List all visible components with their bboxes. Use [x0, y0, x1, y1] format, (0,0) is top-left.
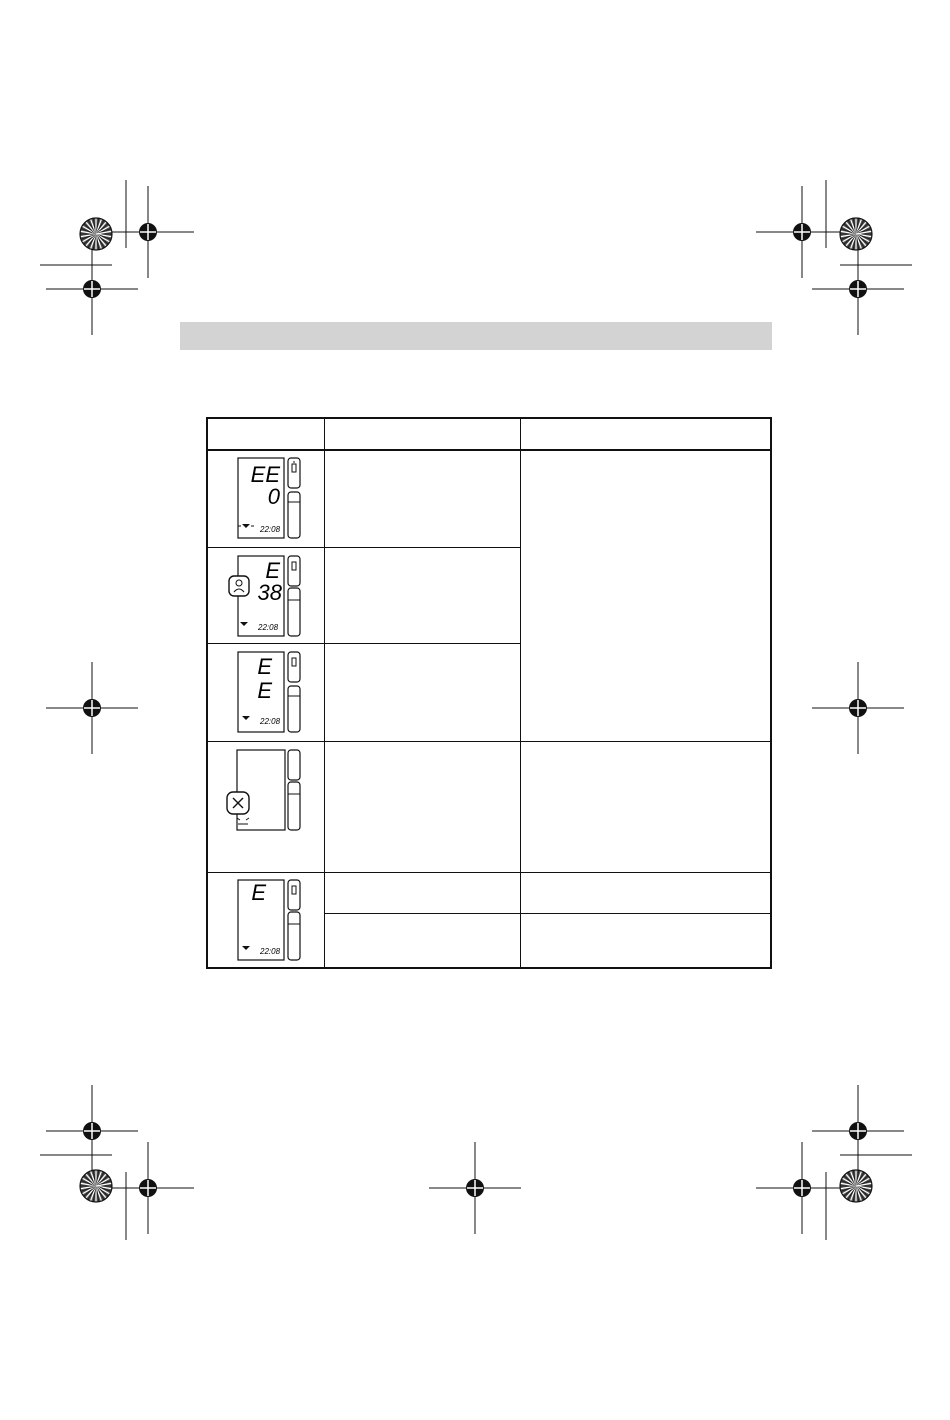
row-divider — [208, 643, 520, 644]
registration-mark-icon — [46, 1085, 138, 1177]
lcd-bottom-digits: 0 — [267, 484, 280, 509]
lcd-display-row-5 — [236, 878, 306, 962]
row-divider — [208, 547, 520, 548]
registration-mark-icon — [46, 243, 138, 335]
registration-mark-icon — [46, 662, 138, 754]
lcd-time: 22:08 — [258, 623, 279, 632]
registration-mark-icon — [812, 243, 904, 335]
lcd-time: 22:08 — [260, 525, 281, 534]
lcd-time: 22:08 — [260, 947, 281, 956]
lcd-display-row-3 — [236, 650, 306, 734]
registration-mark-icon — [812, 1085, 904, 1177]
color-bar-target-icon — [80, 218, 112, 250]
row-divider — [208, 741, 770, 742]
color-bar-target-icon — [80, 1170, 112, 1202]
registration-mark-icon — [812, 662, 904, 754]
lcd-top-digits: E — [251, 880, 266, 905]
lcd-display-row-1 — [236, 456, 306, 540]
table-header-divider — [208, 449, 770, 451]
row-divider — [324, 913, 770, 914]
registration-mark-icon — [756, 1142, 848, 1234]
section-header-bar — [180, 322, 772, 350]
lcd-bottom-digits: 38 — [257, 580, 282, 605]
lcd-top-digits: E — [265, 558, 280, 583]
lcd-display-row-4 — [226, 748, 306, 836]
lcd-time: 22:08 — [260, 717, 281, 726]
registration-mark-icon — [102, 186, 194, 278]
column-divider-2 — [520, 419, 521, 967]
color-bar-target-icon — [840, 218, 872, 250]
lcd-top-digits: E — [257, 654, 272, 679]
color-bar-target-icon — [840, 1170, 872, 1202]
lcd-display-row-2 — [228, 554, 306, 638]
registration-mark-icon — [429, 1142, 521, 1234]
registration-mark-icon — [102, 1142, 194, 1234]
column-divider-1 — [324, 419, 325, 967]
row-divider — [208, 872, 770, 873]
lcd-top-digits: EE — [250, 462, 280, 487]
lcd-bottom-digits: E — [257, 678, 272, 703]
registration-mark-icon — [756, 186, 848, 278]
